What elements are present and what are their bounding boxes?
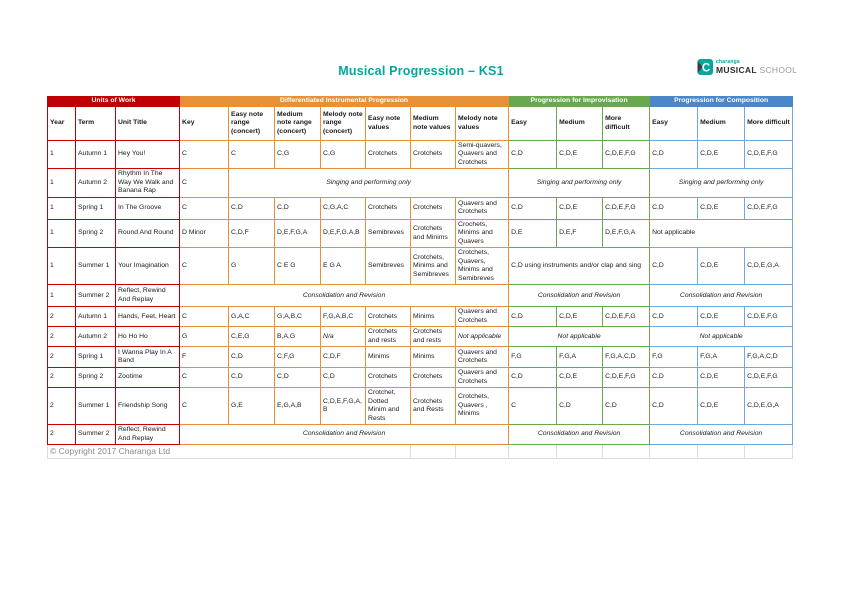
table-cell: Crotchets [366,368,411,388]
table-cell: In The Groove [116,197,180,219]
empty-cell [745,445,793,459]
table-cell: G,A,B,C [275,307,321,327]
table-row [48,285,793,307]
logo-wordmark [716,66,797,75]
table-row [48,425,793,445]
table-cell: 1 [48,169,76,197]
table-cell: Hey You! [116,141,180,169]
column-header: Term [76,107,116,141]
table-cell: Not applicable [456,327,509,347]
charanga-logo-icon [696,59,713,75]
copyright-text: © Copyright 2017 Charanga Ltd [48,445,411,459]
band-header-instr: Differentiated Instrumental Progression [180,97,509,107]
table-cell: C,D,E,F,G [745,141,793,169]
table-cell: Semi-quavers, Quavers and Crotchets [456,141,509,169]
table-cell: C [180,197,229,219]
table-cell: Round And Round [116,219,180,247]
table-cell: C,D [275,197,321,219]
table-cell: Consolidation and Revision [180,425,509,445]
empty-cell [603,445,650,459]
table-cell: Crotchets [366,197,411,219]
table-cell: Crotchets, Quavers, Minims and Semibreves [456,248,509,285]
column-header: Medium note range (concert) [275,107,321,141]
table-cell: C [180,141,229,169]
table-cell: 2 [48,388,76,425]
table-row [48,197,793,219]
table-cell: Summer 1 [76,388,116,425]
table-cell: Autumn 2 [76,327,116,347]
empty-cell [698,445,745,459]
table-cell: Friendship Song [116,388,180,425]
table-cell: Autumn 1 [76,307,116,327]
table-cell: C,G [321,141,366,169]
table-cell: C,D,E,F,G [603,307,650,327]
logo-word-musical: MUSICAL [716,64,757,75]
table-cell: C [180,388,229,425]
band-header-units: Units of Work [48,97,180,107]
table-cell: 1 [48,197,76,219]
table-cell: C,D [650,368,698,388]
table-row [48,307,793,327]
table-cell: Crotchet, Dotted Minim and Rests [366,388,411,425]
band-header-comp: Progression for Composition [650,97,793,107]
table-cell: Crotchets [411,141,456,169]
table-cell: Crotchets, Quavers , Minims [456,388,509,425]
table-cell: Singing and performing only [509,169,650,197]
table-cell: Crotchets [366,307,411,327]
table-cell: Crotchets [411,368,456,388]
table-cell: C,D [509,307,557,327]
table-cell: Not applicable [650,327,793,347]
table-cell: Autumn 2 [76,169,116,197]
table-cell: Quavers and Crotchets [456,307,509,327]
table-cell: Crotchets and rests [366,327,411,347]
empty-cell [557,445,603,459]
table-cell: F,G,A [698,347,745,368]
table-cell: C,D,F [321,347,366,368]
table-cell: Summer 2 [76,425,116,445]
table-cell: C,D [650,307,698,327]
column-header: Medium [557,107,603,141]
table-cell: Spring 2 [76,219,116,247]
table-cell: C [180,169,229,197]
logo-brand-text: charanga [716,58,740,65]
table-cell: C,D,E,F,G [603,141,650,169]
table-cell: C,E,G [229,327,275,347]
empty-cell [456,445,509,459]
table-cell: D,E,F,G,A [275,219,321,247]
table-cell: Ho Ho Ho [116,327,180,347]
table-cell: 2 [48,425,76,445]
table-cell: 2 [48,347,76,368]
table-cell: E G A [321,248,366,285]
table-cell: C,D,E,G,A [745,388,793,425]
table-row [48,347,793,368]
table-cell: C,D [321,368,366,388]
column-header: Year [48,107,76,141]
table-row [48,219,793,247]
table-cell: Consolidation and Revision [650,425,793,445]
empty-cell [650,445,698,459]
table-cell: C,D [229,197,275,219]
table-cell: D Minor [180,219,229,247]
table-cell: C,D,E [698,388,745,425]
column-header: Medium [698,107,745,141]
table-cell: Consolidation and Revision [509,285,650,307]
column-header: Melody note values [456,107,509,141]
table-cell: Minims [366,347,411,368]
table-cell: C,D,F [229,219,275,247]
table-cell: Quavers and Crotchets [456,368,509,388]
table-cell: Singing and performing only [229,169,509,197]
table-cell: C [229,141,275,169]
table-row [48,141,793,169]
table-cell: C [180,248,229,285]
table-cell: Summer 2 [76,285,116,307]
table-cell: G [180,327,229,347]
table-cell: C,D,E [698,368,745,388]
table-cell: C,D [229,347,275,368]
column-header: Easy [509,107,557,141]
table-cell: C,D [275,368,321,388]
table-cell: F,G,A [557,347,603,368]
table-cell: C [180,368,229,388]
table-cell: Reflect, Rewind And Replay [116,425,180,445]
table-cell: Consolidation and Revision [650,285,793,307]
table-cell: Spring 2 [76,368,116,388]
table-cell: 1 [48,219,76,247]
column-header: Medium note values [411,107,456,141]
table-cell: C,D [650,248,698,285]
table-row [48,388,793,425]
column-header: Unit Title [116,107,180,141]
table-cell: C,F,G [275,347,321,368]
table-cell: C,D,E [557,368,603,388]
table-cell: C,D,E,F,G [603,368,650,388]
table-cell: C,D [509,197,557,219]
table-cell: Crotchets and Minims [411,219,456,247]
table-cell: F,G [509,347,557,368]
table-cell: Crotchets [366,141,411,169]
table-cell: Quavers and Crotchets [456,197,509,219]
table-cell: C E G [275,248,321,285]
table-cell: C,D,E [698,307,745,327]
table-cell: E,G,A,B [275,388,321,425]
band-header-improv: Progression for Improvisation [509,97,650,107]
empty-cell [411,445,456,459]
table-cell: Reflect, Rewind And Replay [116,285,180,307]
table-cell: Autumn 1 [76,141,116,169]
table-cell: C,D,E [698,141,745,169]
table-cell: F,G,A,B,C [321,307,366,327]
table-cell: Crotchets, Minims and Semibreves [411,248,456,285]
column-header: Key [180,107,229,141]
table-cell: Minims [411,307,456,327]
table-row [48,327,793,347]
table-cell: C,D,E [698,248,745,285]
table-cell: C,D,E [557,197,603,219]
table-cell: Semibreves [366,248,411,285]
table-cell: 1 [48,141,76,169]
table-cell: N/a [321,327,366,347]
logo-word-school: SCHOOL [759,64,798,75]
table-cell: C,D,E,F,G [745,307,793,327]
table-cell: D,E [509,219,557,247]
table-cell: G [229,248,275,285]
table-cell: 1 [48,248,76,285]
table-row [48,248,793,285]
table-cell: Zootime [116,368,180,388]
table-cell: 2 [48,368,76,388]
table-cell: Minims [411,347,456,368]
svg-text:C: C [701,62,711,75]
table-cell: Singing and performing only [650,169,793,197]
column-header: More difficult [745,107,793,141]
table-cell: C,D [509,368,557,388]
table-cell: C,D,E,F,G [603,197,650,219]
table-cell: C,D [650,197,698,219]
table-cell: C,D [650,388,698,425]
table-cell: G,E [229,388,275,425]
table-cell: C [509,388,557,425]
table-cell: Crotchets and rests [411,327,456,347]
table-cell: Crochets, Minims and Quavers [456,219,509,247]
table-cell: Crotchets and Rests [411,388,456,425]
table-cell: C,D [603,388,650,425]
table-cell: C,D [557,388,603,425]
table-cell: C,D [509,141,557,169]
column-header: Easy [650,107,698,141]
table-cell: Spring 1 [76,347,116,368]
musical-progression-table [47,96,793,459]
table-cell: Rhythm In The Way We Walk and Banana Rap [116,169,180,197]
table-cell: C,D,E,F,G,A,B [321,388,366,425]
column-header: Melody note range (concert) [321,107,366,141]
table-row [48,169,793,197]
table-cell: C,D,E [698,197,745,219]
empty-cell [509,445,557,459]
table-cell: C,G [275,141,321,169]
table-cell: C,D [650,141,698,169]
table-cell: Summer 1 [76,248,116,285]
table-cell: C [180,307,229,327]
table-cell: C,D,E,F,G [745,368,793,388]
table-cell: Consolidation and Revision [509,425,650,445]
table-cell: F,G,A,C,D [745,347,793,368]
table-cell: C,D,E,G,A [745,248,793,285]
table-cell: D,E,F,G,A,B [321,219,366,247]
table-cell: C,G,A,C [321,197,366,219]
table-cell: B,A,G [275,327,321,347]
table-cell: C,D,E [557,141,603,169]
table-cell: F [180,347,229,368]
column-header: More difficult [603,107,650,141]
table-cell: C,D,E [557,307,603,327]
column-header: Easy note values [366,107,411,141]
table-cell: C,D using instruments and/or clap and sing [509,248,650,285]
table-cell: Consolidation and Revision [180,285,509,307]
table-cell: F,G,A,C,D [603,347,650,368]
table-row [48,368,793,388]
table-cell: Not applicable [650,219,793,247]
table-cell: Spring 1 [76,197,116,219]
table-cell: Quavers and Crotchets [456,347,509,368]
column-header: Easy note range (concert) [229,107,275,141]
table-cell: Crotchets [411,197,456,219]
table-cell: Semibreves [366,219,411,247]
table-cell: 2 [48,307,76,327]
table-cell: Not applicable [509,327,650,347]
table-cell: I Wanna Play In A Band [116,347,180,368]
table-cell: Hands, Feet, Heart [116,307,180,327]
table-cell: D,E,F [557,219,603,247]
page-title: Musical Progression – KS1 [338,64,504,78]
table-cell: 1 [48,285,76,307]
charanga-logo [696,59,797,75]
table-cell: C,D [229,368,275,388]
table-cell: 2 [48,327,76,347]
table-cell: D,E,F,G,A [603,219,650,247]
table-cell: F,G [650,347,698,368]
table-cell: C,D,E,F,G [745,197,793,219]
table-cell: G,A,C [229,307,275,327]
table-cell: Your Imagination [116,248,180,285]
